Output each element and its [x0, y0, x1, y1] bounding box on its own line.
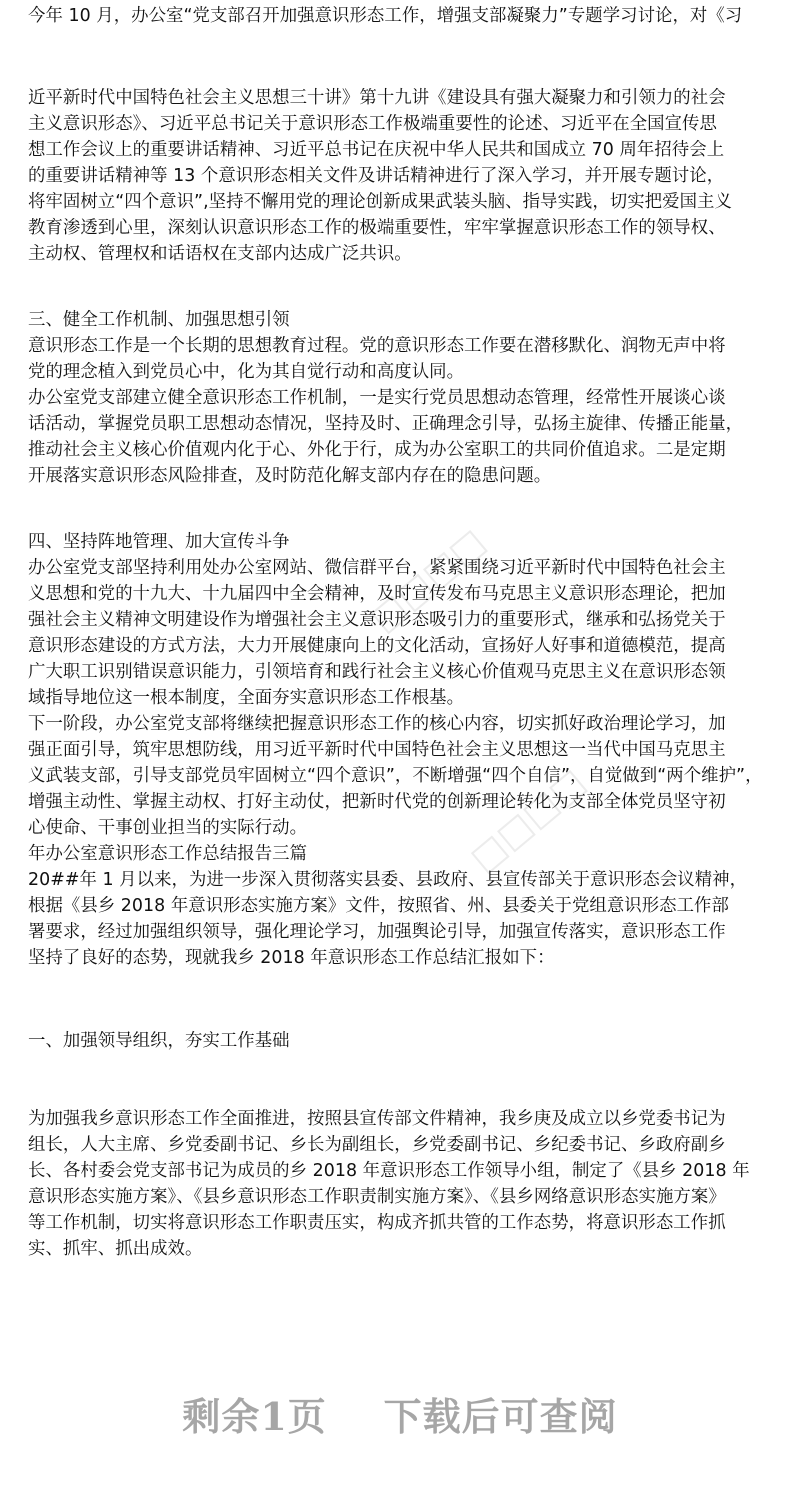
text-line: 增强主动性、掌握主动权、打好主动仗，把新时代党的创新理论转化为支部全体党员坚守初 — [28, 792, 726, 812]
text-line: 办公室党支部坚持利用处办公室网站、微信群平台，紧紧围绕习近平新时代中国特色社会主 — [28, 558, 726, 578]
text-line: 坚持了良好的态势，现就我乡 2018 年意识形态工作总结汇报如下： — [28, 948, 555, 968]
text-line: 域指导地位这一根本制度，全面夯实意识形态工作根基。 — [28, 688, 465, 708]
text-line: 署要求，经过加强组织领导，强化理论学习，加强舆论引导，加强宣传落实，意识形态工作 — [28, 922, 726, 942]
text-line: 教育渗透到心里，深刻认识意识形态工作的极端重要性，牢牢掌握意识形态工作的领导权、 — [28, 218, 726, 238]
text-line: 长、各村委会党支部书记为成员的乡 2018 年意识形态工作领导小组，制定了《县乡 2018 年 — [28, 1161, 750, 1181]
text-line: 义武装支部，引导支部党员牢固树立“四个意识”，不断增强“四个自信”，自觉做到“两个维护”， — [28, 766, 763, 786]
section-heading: 三、健全工作机制、加强思想引领 — [28, 310, 290, 330]
text-line: 等工作机制，切实将意识形态工作职责压实，构成齐抓共管的工作态势，将意识形态工作抓 — [28, 1213, 726, 1233]
section-heading: 四、坚持阵地管理、加大宣传斗争 — [28, 532, 290, 552]
text-line: 下一阶段，办公室党支部将继续把握意识形态工作的核心内容，切实抓好政治理论学习，加 — [28, 714, 726, 734]
text-line: 主义意识形态》、习近平总书记关于意识形态工作极端重要性的论述、习近平在全国宣传思 — [28, 114, 717, 134]
remaining-pages-notice[interactable]: 剩余1页 下载后可查阅 — [182, 1394, 618, 1439]
section-heading: 一、加强领导组织，夯实工作基础 — [28, 1031, 290, 1051]
watermark: □□□□ □□□□ — [362, 521, 594, 880]
text-line: 20##年 1 月以来，为进一步深入贯彻落实县委、县政府、县宣传部关于意识形态会议精神， — [28, 870, 748, 890]
text-line: 为加强我乡意识形态工作全面推进，按照县宣传部文件精神，我乡庚及成立以乡党委书记为 — [28, 1109, 726, 1129]
text-line: 强社会主义精神文明建设作为增强社会主义意识形态吸引力的重要形式，继承和弘扬党关于 — [28, 610, 726, 630]
text-line: 组长，人大主席、乡党委副书记、乡长为副组长，乡党委副书记、乡纪委书记、乡政府副乡 — [28, 1135, 726, 1155]
text-line: 意识形态实施方案》、《县乡意识形态工作职责制实施方案》、《县乡网络意识形态实施方案》 — [28, 1187, 726, 1207]
text-line: 将牢固树立“四个意识”,坚持不懈用党的理论创新成果武装头脑、指导实践，切实把爱国主义 — [28, 192, 732, 212]
text-line: 实、抓牢、抓出成效。 — [28, 1239, 203, 1259]
document-title: 年办公室意识形态工作总结报告三篇 — [28, 844, 308, 864]
text-line: 意识形态工作是一个长期的思想教育过程。党的意识形态工作要在潜移默化、润物无声中将 — [28, 336, 726, 356]
text-line: 近平新时代中国特色社会主义思想三十讲》第十九讲《建设具有强大凝聚力和引领力的社会 — [28, 88, 726, 108]
text-line: 的重要讲话精神等 13 个意识形态相关文件及讲话精神进行了深入学习，并开展专题讨论， — [28, 166, 725, 186]
text-line: 党的理念植入到党员心中，化为其自觉行动和高度认同。 — [28, 362, 465, 382]
text-line: 今年 10 月，办公室“党支部召开加强意识形态工作，增强支部凝聚力”专题学习讨论，对《习 — [28, 6, 743, 26]
text-line: 广大职工识别错误意识能力，引领培育和践行社会主义核心价值观马克思主义在意识形态领 — [28, 662, 726, 682]
text-line: 推动社会主义核心价值观内化于心、外化于行，成为办公室职工的共同价值追求。二是定期 — [28, 440, 726, 460]
text-line: 义思想和党的十九大、十九届四中全会精神，及时宣传发布马克思主义意识形态理论，把加 — [28, 584, 726, 604]
text-line: 话活动，掌握党员职工思想动态情况，坚持及时、正确理念引导，弘扬主旋律、传播正能量， — [28, 414, 744, 434]
text-line: 意识形态建设的方式方法，大力开展健康向上的文化活动，宣扬好人好事和道德模范，提高 — [28, 636, 726, 656]
text-line: 办公室党支部建立健全意识形态工作机制，一是实行党员思想动态管理，经常性开展谈心谈 — [28, 388, 726, 408]
text-line: 开展落实意识形态风险排查，及时防范化解支部内存在的隐患问题。 — [28, 466, 552, 486]
text-line: 心使命、干事创业担当的实际行动。 — [28, 818, 308, 838]
text-line: 主动权、管理权和话语权在支部内达成广泛共识。 — [28, 244, 412, 264]
text-line: 想工作会议上的重要讲话精神、习近平总书记在庆祝中华人民共和国成立 70 周年招待会上 — [28, 140, 725, 160]
text-line: 强正面引导，筑牢思想防线，用习近平新时代中国特色社会主义思想这一当代中国马克思主 — [28, 740, 726, 760]
text-line: 根据《县乡 2018 年意识形态实施方案》文件，按照省、州、县委关于党组意识形态工作部 — [28, 896, 729, 916]
